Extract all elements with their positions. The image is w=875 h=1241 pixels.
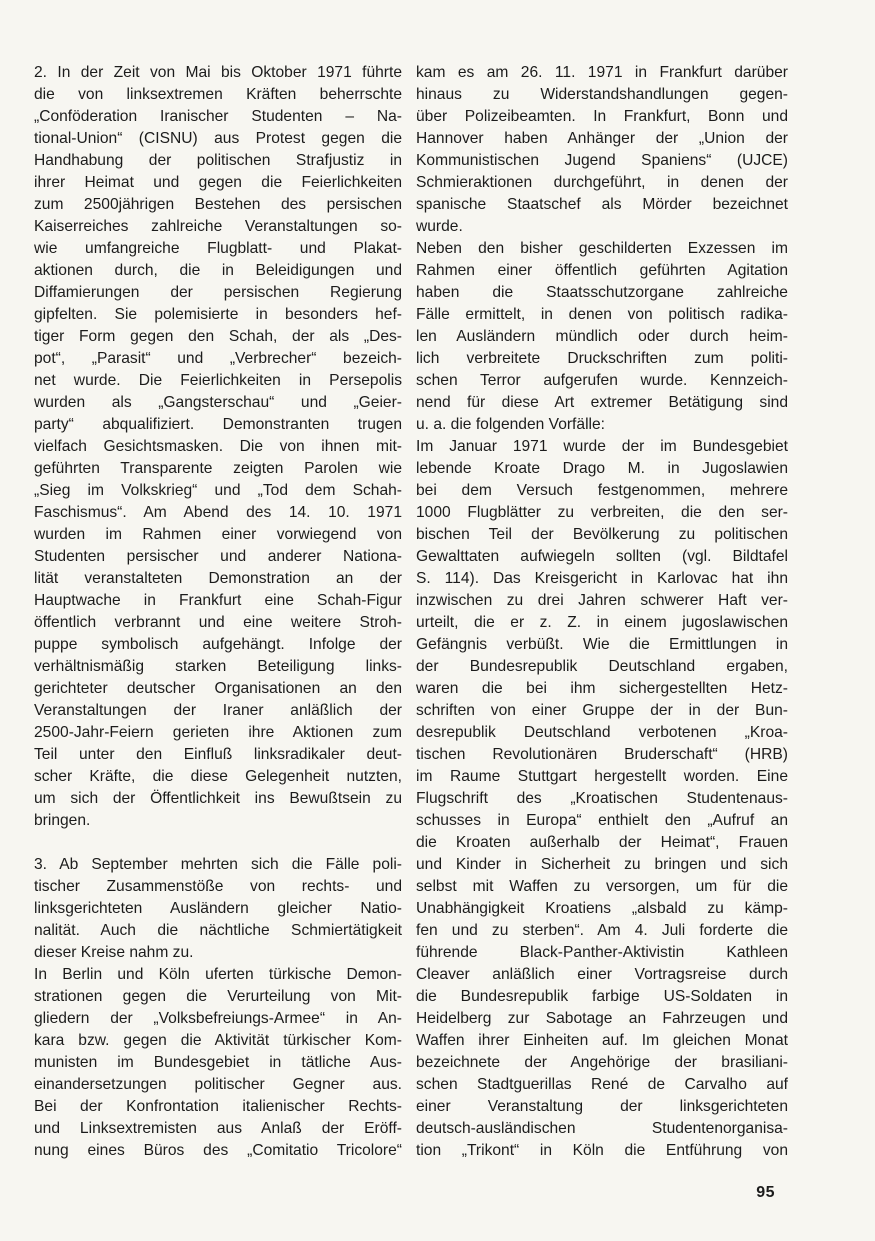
text-line: nalität. Auch die nächtliche Schmiertätigkeit [34,922,402,939]
text-line: fen und zu sterben“. Am 4. Juli forderte die [416,922,788,939]
text-line: len Ausländern mündlich oder durch heim- [416,328,788,345]
text-line: Kommunistischen Jugend Spaniens“ (UJCE) [416,152,788,169]
text-line: schriften von einer Gruppe der in der Bun- [416,702,788,719]
text-line: hinaus zu Widerstandshandlungen gegen- [416,86,788,103]
text-line: lebende Kroate Drago M. in Jugoslawien [416,460,788,477]
text-line: wurden als „Gangsterschau“ und „Geier- [34,394,402,411]
text-line: dieser Kreise nahm zu. [34,944,194,961]
text-line: lität veranstalteten Demonstration an der [34,570,402,587]
text-line: Teil unter den Einfluß linksradikaler deut- [34,746,402,763]
text-line: zum 2500jährigen Bestehen des persischen [34,196,402,213]
text-line: 2. In der Zeit von Mai bis Oktober 1971 führte [34,64,402,81]
right-column [416,62,788,1162]
text-line: spanische Staatschef als Mörder bezeichnet [416,196,788,213]
text-line: bringen. [34,812,91,829]
text-line: die von linksextremen Kräften beherrschte [34,86,402,103]
text-line: Studenten persischer und anderer Nationa- [34,548,402,565]
text-line: kam es am 26. 11. 1971 in Frankfurt darüber [416,64,788,81]
text-line: verhältnismäßig starken Beteiligung links- [34,658,402,675]
text-line: 2500-Jahr-Feiern gerieten ihre Aktionen zum [34,724,402,741]
paragraph-incidents-detail [416,436,788,1162]
text-line: tiger Form gegen den Schah, der als „Des- [34,328,402,345]
text-line: Bei der Konfrontation italienischer Rechts- [34,1098,402,1115]
text-line: Rahmen einer öffentlich geführten Agitation [416,262,788,279]
text-line: desrepublik Deutschland verbotenen „Kroa- [416,724,788,741]
text-line: Faschismus“. Am Abend des 14. 10. 1971 [34,504,402,521]
paragraph-turkish-italian-demonstrations [34,964,402,1162]
text-line: waren die bei ihm sichergestellten Hetz- [416,680,788,697]
text-line: gliedern der „Volksbefreiungs-Armee“ in An- [34,1010,402,1027]
text-line: Gefängnis verbüßt. Wie die Ermittlungen in [416,636,788,653]
paragraph-political-clashes [34,854,402,964]
text-line: tion „Trikont“ in Köln die Entführung von [416,1142,788,1159]
text-line: 1000 Flugblätter zu verbreiten, die den ser- [416,504,788,521]
text-line: vielfach Gesichtsmasken. Die von ihnen mit- [34,438,402,455]
text-line: kara bzw. gegen die Aktivität türkischer Kom- [34,1032,402,1049]
text-line: S. 114). Das Kreisgericht in Karlovac hat ihn [416,570,788,587]
text-line: Heidelberg zur Sabotage an Fahrzeugen und [416,1010,788,1027]
text-line: schusses in Europa“ enthielt den „Aufruf an [416,812,788,829]
text-line: schen Terror aufgerufen wurde. Kennzeich- [416,372,788,389]
text-line: „Sieg im Volkskrieg“ und „Tod dem Schah- [34,482,402,499]
text-line: pot“, „Parasit“ und „Verbrecher“ bezeich- [34,350,402,367]
text-line: im Raume Stuttgart hergestellt worden. Eine [416,768,788,785]
text-line: schen Stadtguerillas René de Carvalho auf [416,1076,788,1093]
text-line: gipfelten. Sie polemisierte in besonders hef- [34,306,402,323]
text-line: nend für diese Art extremer Betätigung sind [416,394,788,411]
text-line: urteilt, die er z. Z. in einem jugoslawischen [416,614,788,631]
text-line: deutsch-ausländischen Studentenorganisa- [416,1120,788,1137]
text-line: tischer Zusammenstöße von rechts- und [34,878,402,895]
text-line: Hannover haben Anhänger der „Union der [416,130,788,147]
text-line: 3. Ab September mehrten sich die Fälle poli- [34,856,402,873]
text-line: Flugschrift des „Kroatischen Studentenaus- [416,790,788,807]
text-line: Schmieraktionen durchgeführt, in denen der [416,174,788,191]
text-line: Diffamierungen der persischen Regierung [34,284,402,301]
text-line: munisten im Bundesgebiet in tätliche Aus- [34,1054,402,1071]
text-line: strationen gegen die Verurteilung von Mit- [34,988,402,1005]
text-line: nung eines Büros des „Comitatio Tricolore“ [34,1142,402,1159]
text-line: aktionen durch, die in Beleidigungen und [34,262,402,279]
text-line: Neben den bisher geschilderten Exzessen im [416,240,788,257]
text-line: gerichteter deutscher Organisationen an den [34,680,402,697]
text-line: tischen Revolutionären Bruderschaft“ (HRB) [416,746,788,763]
text-line: um sich der Öffentlichkeit ins Bewußtsein zu [34,790,402,807]
text-line: Im Januar 1971 wurde der im Bundesgebiet [416,438,788,455]
text-line: Unabhängigkeit Kroatiens „alsbald zu kämp- [416,900,788,917]
text-line: und Linksextremisten aus Anlaß der Eröff- [34,1120,402,1137]
text-line: net wurde. Die Feierlichkeiten in Persepolis [34,372,402,389]
text-line: Hauptwache in Frankfurt eine Schah-Figur [34,592,402,609]
text-line: „Conföderation Iranischer Studenten – Na- [34,108,402,125]
text-line: wurden im Rahmen einer vorwiegend von [34,526,402,543]
text-line: Waffen ihrer Einheiten auf. Im gleichen Monat [416,1032,788,1049]
text-line: Kaiserreiches zahlreiche Veranstaltungen so- [34,218,402,235]
text-line: führende Black-Panther-Aktivistin Kathleen [416,944,788,961]
text-line: ihrer Heimat und gegen die Feierlichkeiten [34,174,402,191]
text-line: einer Veranstaltung der linksgerichteten [416,1098,788,1115]
text-line: geführten Transparente zeigten Parolen wie [34,460,402,477]
text-line: puppe symbolisch aufgehängt. Infolge der [34,636,402,653]
paragraph-state-security-findings [416,238,788,436]
text-line: öffentlich verbrannt und eine weitere Stroh- [34,614,402,631]
text-line: selbst mit Waffen zu versorgen, um für die [416,878,788,895]
text-line: einandersetzungen politischer Gegner aus. [34,1076,402,1093]
text-line: und Kinder in Sicherheit zu bringen und sich [416,856,788,873]
text-line: der Bundesrepublik Deutschland ergaben, [416,658,788,675]
text-line: u. a. die folgenden Vorfälle: [416,416,605,433]
text-line: bezeichnete der Angehörige der brasiliani- [416,1054,788,1071]
text-line: bei dem Versuch festgenommen, mehrere [416,482,788,499]
text-line: wurde. [416,218,463,235]
text-line: die Kroaten außerhalb der Heimat“, Frauen [416,834,788,851]
text-line: inzwischen zu drei Jahren schwerer Haft ver- [416,592,788,609]
text-line: bischen Teil der Bevölkerung zu politischen [416,526,788,543]
text-line: Cleaver anläßlich einer Vortragsreise durch [416,966,788,983]
text-line: linksgerichteten Ausländern gleicher Natio- [34,900,402,917]
text-line: Veranstaltungen der Iraner anläßlich der [34,702,402,719]
text-line: Gewalttaten aufwiegeln sollten (vgl. Bildtafel [416,548,788,565]
text-line: wie umfangreiche Flugblatt- und Plakat- [34,240,402,257]
text-line: Handhabung der politischen Strafjustiz in [34,152,402,169]
left-column [34,62,402,1162]
page-number: 95 [756,1184,775,1201]
text-line: Fälle ermittelt, in denen von politisch radika- [416,306,788,323]
text-line: tional-Union“ (CISNU) aus Protest gegen die [34,130,402,147]
text-line: party“ abqualifiziert. Demonstranten trugen [34,416,402,433]
text-line: In Berlin und Köln uferten türkische Demon- [34,966,402,983]
paragraph-iranian-students [34,62,402,832]
text-line: die Bundesrepublik farbige US-Soldaten in [416,988,788,1005]
paragraph-frankfurt-resistance [416,62,788,238]
text-line: haben die Staatsschutzorgane zahlreiche [416,284,788,301]
text-line: lich verbreitete Druckschriften zum politi- [416,350,788,367]
text-line: über Polizeibeamten. In Frankfurt, Bonn und [416,108,788,125]
text-line: scher Kräfte, die diese Gelegenheit nutzten, [34,768,402,785]
paragraph-gap [34,832,402,854]
